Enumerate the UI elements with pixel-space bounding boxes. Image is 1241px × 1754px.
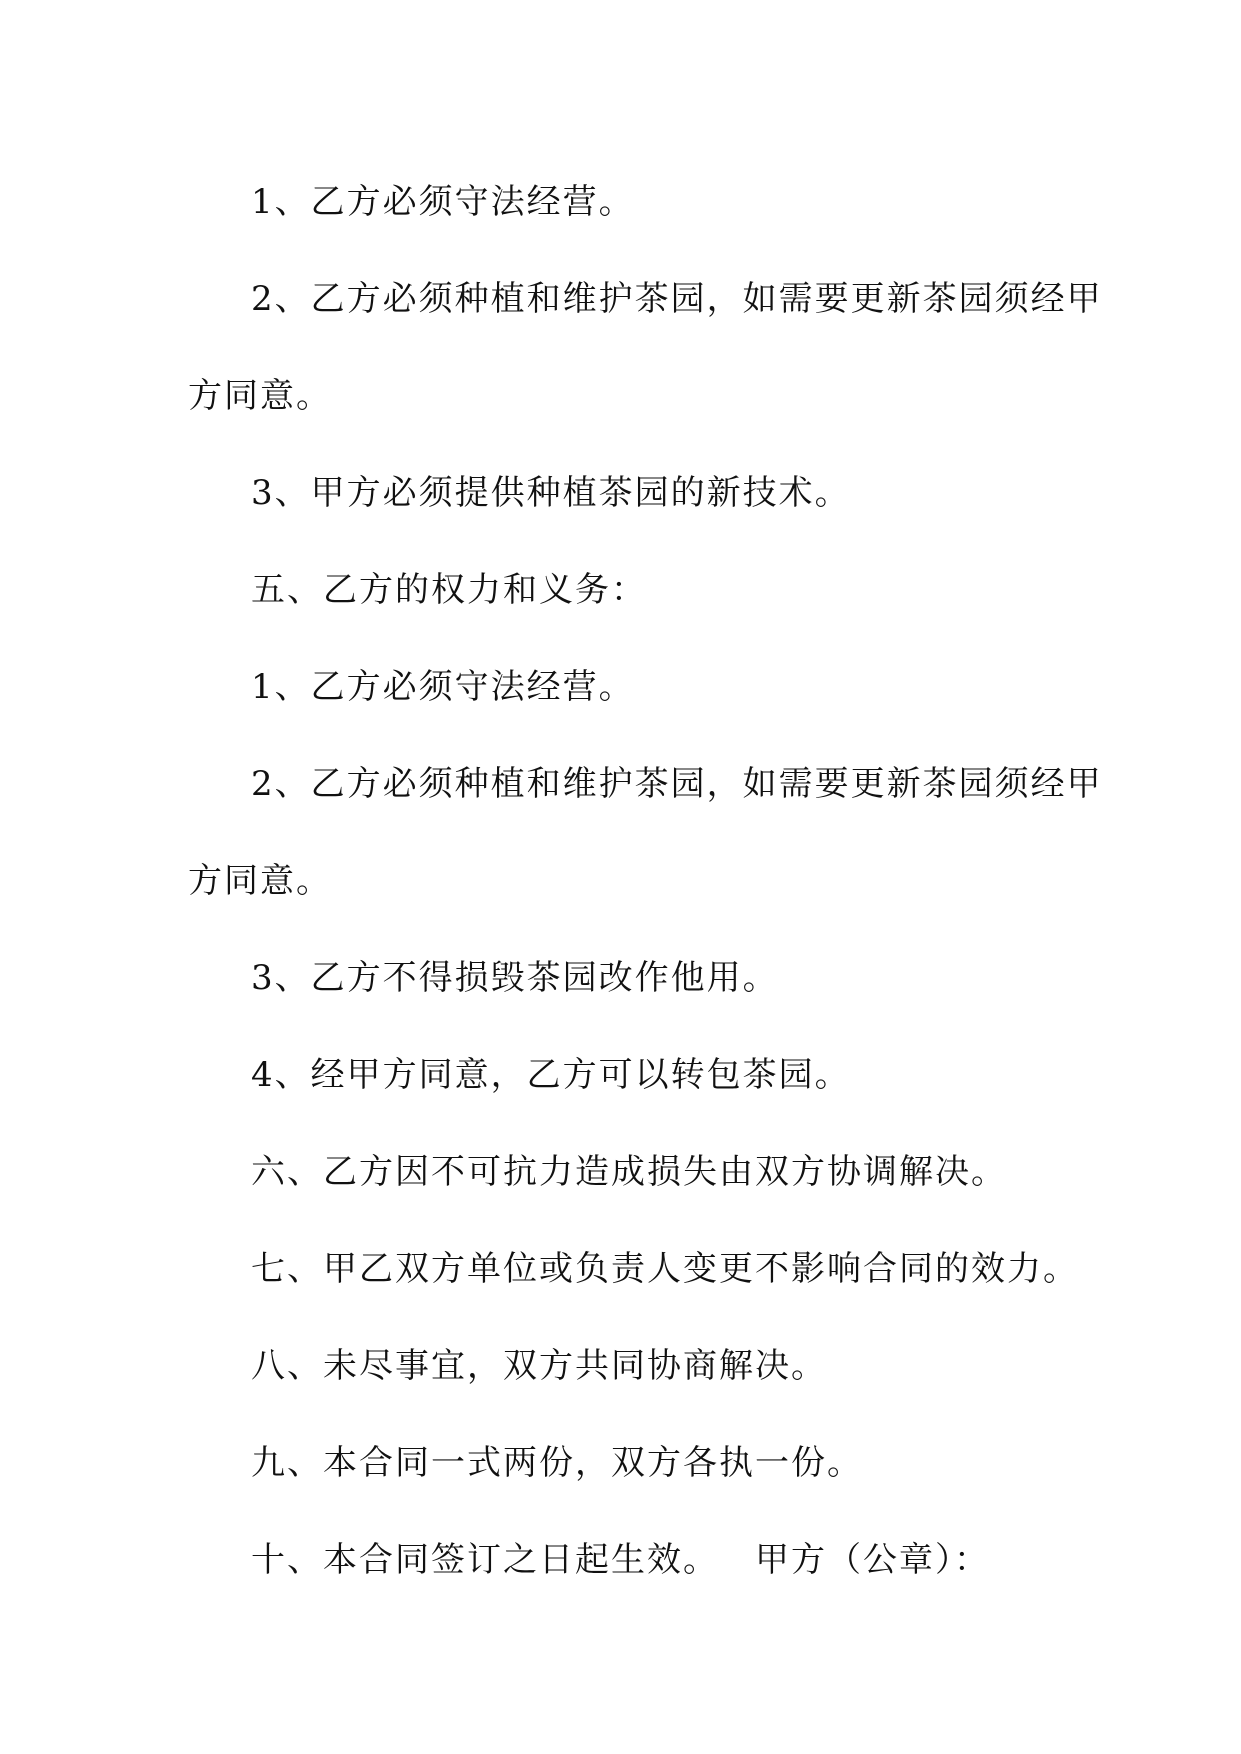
clause-line-continuation: 方同意。 bbox=[188, 861, 332, 901]
clause-line-continuation: 方同意。 bbox=[188, 376, 332, 416]
clause-line: 1、乙方必须守法经营。 bbox=[251, 667, 635, 707]
clause-line: 4、经甲方同意，乙方可以转包茶园。 bbox=[251, 1055, 851, 1095]
section-heading: 十、本合同签订之日起生效。 bbox=[251, 1540, 719, 1580]
clause-line: 3、乙方不得损毁茶园改作他用。 bbox=[251, 958, 779, 998]
section-heading: 九、本合同一式两份，双方各执一份。 bbox=[251, 1443, 863, 1483]
section-heading: 五、乙方的权力和义务： bbox=[251, 570, 647, 610]
party-a-seal-label: 甲方（公章）： bbox=[755, 1540, 990, 1580]
section-heading: 八、未尽事宜，双方共同协商解决。 bbox=[251, 1346, 827, 1386]
clause-line: 2、乙方必须种植和维护茶园，如需要更新茶园须经甲 bbox=[251, 279, 1103, 319]
clause-line: 1、乙方必须守法经营。 bbox=[251, 182, 635, 222]
section-heading: 七、甲乙双方单位或负责人变更不影响合同的效力。 bbox=[251, 1249, 1079, 1289]
clause-line: 2、乙方必须种植和维护茶园，如需要更新茶园须经甲 bbox=[251, 764, 1103, 804]
clause-line: 3、甲方必须提供种植茶园的新技术。 bbox=[251, 473, 851, 513]
section-heading: 六、乙方因不可抗力造成损失由双方协调解决。 bbox=[251, 1152, 1007, 1192]
